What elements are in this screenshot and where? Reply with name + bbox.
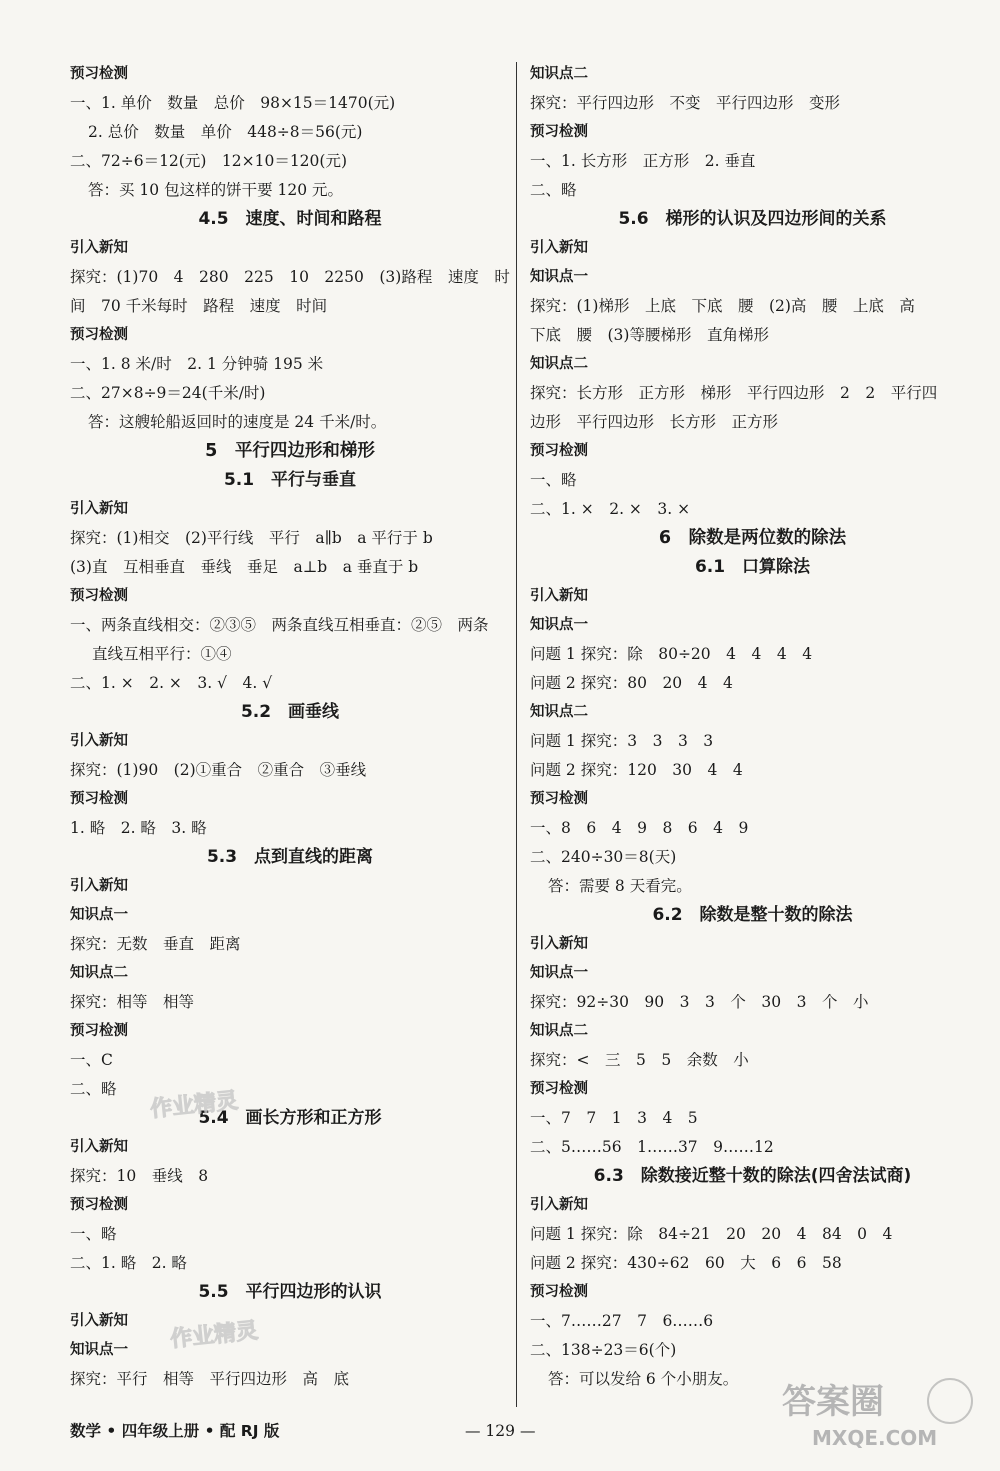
faint-watermark: 作业精灵 [149, 1088, 240, 1123]
stamp-text-2: MXQE.COM [812, 1426, 938, 1450]
answer-line: 探究：< 三 5 5 余数 小 [530, 1051, 749, 1069]
subsection-label: 引入新知 [70, 878, 128, 894]
answer-line: 二、72÷6＝12(元) 12×10＝120(元) [70, 152, 348, 170]
column-divider [516, 62, 517, 1407]
answer-line: 一、1. 单价 数量 总价 98×15＝1470(元) [70, 94, 396, 112]
subsection-label: 预习检测 [70, 1197, 128, 1213]
section-heading: 6.3 除数接近整十数的除法(四舍法试商) [593, 1166, 912, 1186]
answer-line: 二、略 [530, 181, 577, 199]
answer-line: 一、1. 长方形 正方形 2. 垂直 [530, 152, 756, 170]
subsection-label: 知识点二 [530, 1023, 588, 1039]
section-heading: 6 除数是两位数的除法 [658, 528, 847, 548]
answer-line: 二、1. × 2. × 3. × [530, 500, 691, 518]
answer-line: 探究：(1)90 (2)①重合 ②重合 ③垂线 [70, 761, 367, 779]
answer-line: 答：买 10 包这样的饼干要 120 元。 [88, 181, 344, 199]
subsection-label: 预习检测 [530, 443, 588, 459]
subsection-label: 引入新知 [530, 240, 588, 256]
subsection-label: 引入新知 [70, 240, 128, 256]
subsection-label: 知识点二 [530, 66, 588, 82]
section-heading: 5 平行四边形和梯形 [205, 441, 375, 461]
answer-line: 二、27×8÷9＝24(千米/时) [70, 384, 266, 402]
section-heading: 4.5 速度、时间和路程 [198, 209, 382, 229]
subsection-label: 预习检测 [530, 791, 588, 807]
answer-line: 二、略 [70, 1080, 117, 1098]
answer-line: 二、1. × 2. × 3. √ 4. √ [70, 674, 273, 692]
subsection-label: 预习检测 [530, 124, 588, 140]
subsection-label: 引入新知 [530, 936, 588, 952]
right-column [530, 60, 975, 1394]
subsection-label: 预习检测 [70, 66, 128, 82]
left-column [70, 60, 510, 1394]
answer-site-stamp [772, 1373, 982, 1453]
page-footer [70, 1418, 536, 1444]
footer-book-info: 数学 • 四年级上册 • 配 RJ 版 [70, 1422, 280, 1440]
faint-watermark-2: 作业精灵 [169, 1318, 260, 1353]
answer-line: 1. 略 2. 略 3. 略 [70, 819, 207, 837]
subsection-label: 知识点一 [530, 269, 588, 285]
subsection-label: 预习检测 [70, 588, 128, 604]
answer-line: 答：需要 8 天看完。 [548, 877, 692, 895]
subsection-label: 知识点二 [530, 704, 588, 720]
subsection-label: 引入新知 [70, 501, 128, 517]
page-number: — 129 — [465, 1422, 536, 1440]
subsection-label: 预习检测 [530, 1284, 588, 1300]
answer-line: 问题 1 探究：除 80÷20 4 4 4 4 [530, 645, 813, 663]
answer-line: 二、138÷23＝6(个) [530, 1341, 677, 1359]
subsection-label: 知识点一 [530, 965, 588, 981]
section-heading: 6.2 除数是整十数的除法 [652, 905, 853, 925]
answer-line: 直线互相平行：①④ [92, 645, 232, 663]
subsection-label: 知识点一 [530, 617, 588, 633]
answer-line: 问题 1 探究：3 3 3 3 [530, 732, 714, 750]
answer-line: 二、1. 略 2. 略 [70, 1254, 187, 1272]
answer-line: 探究：平行四边形 不变 平行四边形 变形 [530, 94, 841, 112]
answer-line: 探究：长方形 正方形 梯形 平行四边形 2 2 平行四 [530, 384, 938, 402]
answer-line: 探究：(1)梯形 上底 下底 腰 (2)高 腰 上底 高 [530, 297, 915, 315]
section-heading: 5.5 平行四边形的认识 [198, 1282, 382, 1302]
subsection-label: 知识点一 [70, 1342, 128, 1358]
subsection-label: 引入新知 [530, 588, 588, 604]
answer-line: 一、两条直线相交：②③⑤ 两条直线互相垂直：②⑤ 两条 [70, 616, 489, 634]
subsection-label: 知识点二 [530, 356, 588, 372]
answer-line: 探究：10 垂线 8 [70, 1167, 209, 1185]
subsection-label: 引入新知 [70, 1313, 128, 1329]
subsection-label: 预习检测 [70, 1023, 128, 1039]
answer-line: 答：可以发给 6 个小朋友。 [548, 1370, 739, 1388]
subsection-label: 预习检测 [70, 791, 128, 807]
subsection-label: 引入新知 [530, 1197, 588, 1213]
section-heading: 5.4 画长方形和正方形 [198, 1108, 382, 1128]
answer-line: 探究：(1)70 4 280 225 10 2250 (3)路程 速度 时 [70, 268, 510, 286]
answer-line: 间 70 千米每时 路程 速度 时间 [70, 297, 328, 315]
answer-line: 2. 总价 数量 单价 448÷8＝56(元) [88, 123, 363, 141]
answer-line: 一、7……27 7 6……6 [530, 1312, 714, 1330]
answer-line: 二、5……56 1……37 9……12 [530, 1138, 774, 1156]
stamp-text-1: 答案圈 [782, 1382, 884, 1422]
subsection-label: 引入新知 [70, 1139, 128, 1155]
section-heading: 6.1 口算除法 [694, 557, 811, 577]
answer-line: 一、略 [530, 471, 577, 489]
answer-line: 一、略 [70, 1225, 117, 1243]
answer-line: 探究：平行 相等 平行四边形 高 底 [70, 1370, 350, 1388]
answer-line: 下底 腰 (3)等腰梯形 直角梯形 [530, 326, 769, 344]
answer-line: 二、240÷30＝8(天) [530, 848, 677, 866]
subsection-label: 知识点一 [70, 907, 128, 923]
answer-line: 探究：无数 垂直 距离 [70, 935, 241, 953]
answer-line: 探究：相等 相等 [70, 993, 195, 1011]
answer-line: 一、8 6 4 9 8 6 4 9 [530, 819, 749, 837]
section-heading: 5.6 梯形的认识及四边形间的关系 [618, 209, 887, 229]
answer-line: 问题 2 探究：120 30 4 4 [530, 761, 743, 779]
subsection-label: 预习检测 [530, 1081, 588, 1097]
answer-line: 边形 平行四边形 长方形 正方形 [530, 413, 779, 431]
section-heading: 5.3 点到直线的距离 [206, 847, 374, 867]
subsection-label: 预习检测 [70, 327, 128, 343]
answer-line: (3)直 互相垂直 垂线 垂足 a⊥b a 垂直于 b [70, 558, 419, 576]
subsection-label: 知识点二 [70, 965, 128, 981]
answer-line: 探究：(1)相交 (2)平行线 平行 a∥b a 平行于 b [70, 529, 433, 547]
section-heading: 5.1 平行与垂直 [223, 470, 357, 490]
section-heading: 5.2 画垂线 [240, 702, 340, 722]
answer-line: 一、C [70, 1051, 113, 1069]
answer-line: 一、1. 8 米/时 2. 1 分钟骑 195 米 [70, 355, 324, 373]
answer-line: 一、7 7 1 3 4 5 [530, 1109, 698, 1127]
answer-line: 问题 2 探究：430÷62 60 大 6 6 58 [530, 1254, 842, 1272]
answer-line: 探究：92÷30 90 3 3 个 30 3 个 小 [530, 993, 869, 1011]
answer-line: 问题 1 探究：除 84÷21 20 20 4 84 0 4 [530, 1225, 893, 1243]
answer-line: 问题 2 探究：80 20 4 4 [530, 674, 733, 692]
subsection-label: 引入新知 [70, 733, 128, 749]
answer-line: 答：这艘轮船返回时的速度是 24 千米/时。 [88, 413, 387, 431]
